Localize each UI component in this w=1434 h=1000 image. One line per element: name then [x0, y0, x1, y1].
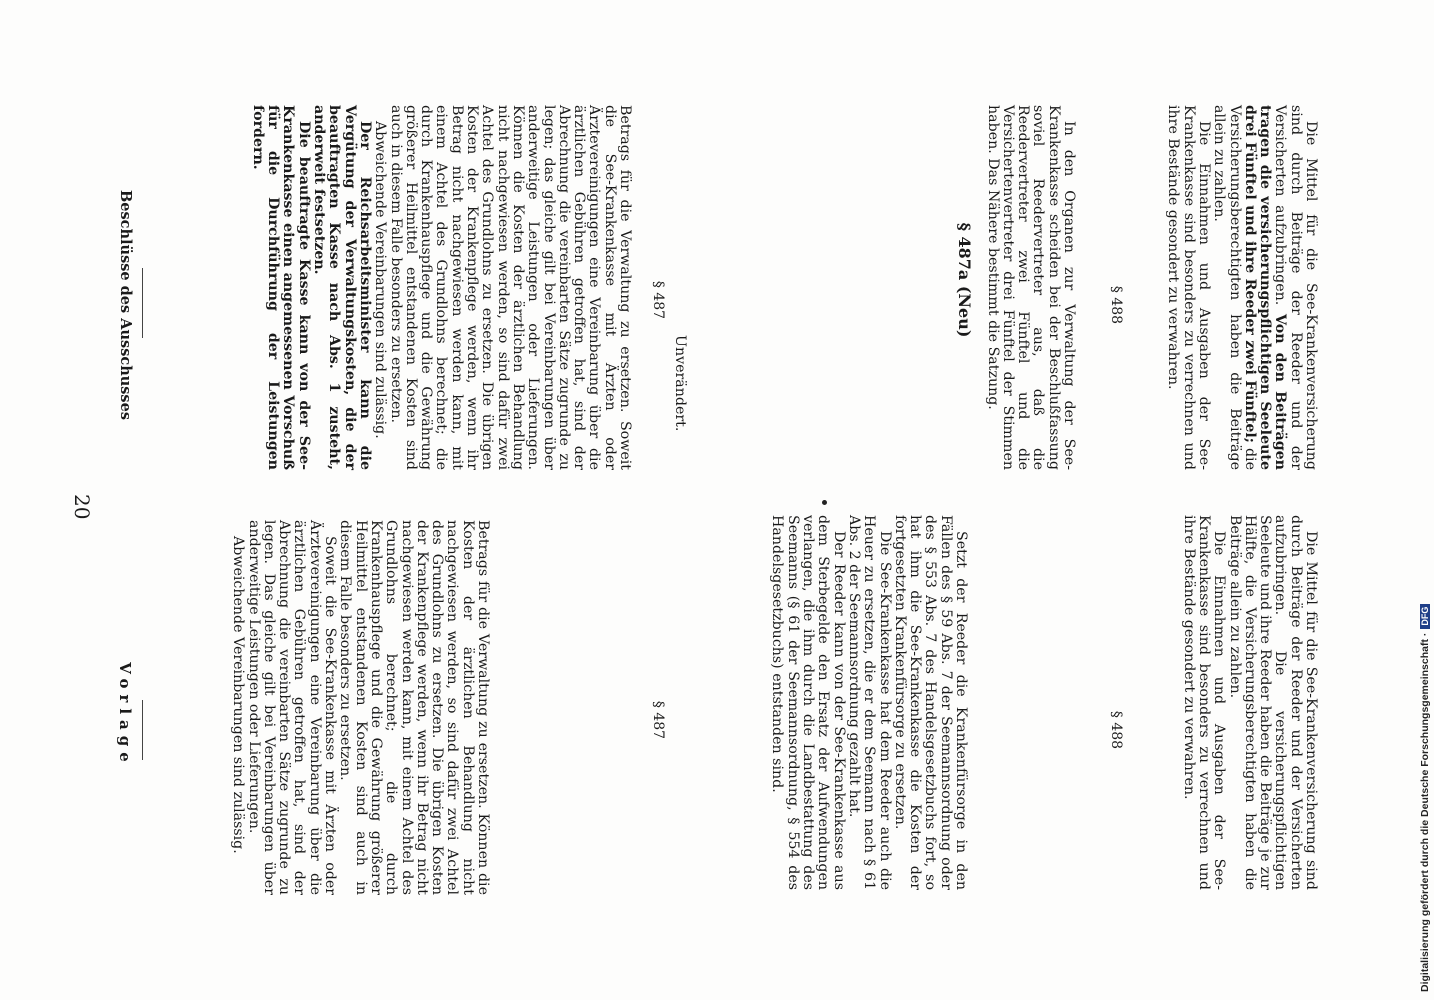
beschluesse-block-1-p2: Abweichende Vereinbarungen sind zulässig. — [372, 121, 389, 439]
beschluesse-s487a-head: § 487a (Neu) — [955, 222, 974, 338]
beschluesse-block-1-box — [152, 105, 632, 470]
beschluesse-s487-text: Unverändert. — [672, 335, 688, 432]
vorlage-block-1-box — [150, 520, 490, 895]
vorlage-block-1-p1: Betrags für die Verwaltung zu ersetzen. Können die Kosten der ärztlichen Behandlung nicht nachgewiesen werden, so sind dafür zwei Achtel des Grundlohns zu ersetzen. Die übrigen Kosten der Krankenpflege werden, wenn ihr Betrag nicht nachgewiesen werden kann, mit einem Achtel des Grundlohns berechnet; die durch Krankenhauspflege und die Gewährung größerer Heilmittel entstandenen Kosten sind auch in diesem Falle besonders zu ersetzen. — [337, 520, 491, 895]
vorlage-heading: Vorlage — [116, 662, 134, 768]
scan-dot — [822, 500, 827, 505]
page-number-text: 20 — [70, 494, 94, 520]
beschluesse-heading-rule — [142, 268, 143, 338]
beschluesse-s487-head-box — [648, 270, 668, 330]
beschluesse-block-1-bold-p2: Die beauftragte Kasse kann von der See-Krankenkasse einen angemessenen Vorschuß für die Durchführung der Leistungen fordern. — [249, 105, 312, 470]
vorlage-s488 — [1180, 515, 1318, 890]
beschluesse-s487-text-box — [670, 335, 690, 445]
beschluesse-s488-p1-a: Die Mittel für die See-Krankenversicherung sind durch Beiträge der Reeder und der Versicherten aufzubringen. — [1272, 105, 1319, 470]
dfg-footer-inner — [1418, 8, 1432, 992]
beschluesse-block-1-bold-p1: Der Reichsarbeitsminister kann die Vergütung der Verwaltungskosten, die der beauftragten Kasse nach Abs. 1 zusteht, anderweit festsetzen. — [311, 105, 373, 470]
vorlage-s488-head-box — [1106, 700, 1126, 760]
vorlage-block-1-p3: Abweichende Vereinbarungen sind zulässig. — [230, 536, 247, 854]
vorlage-block-1 — [230, 520, 490, 895]
beschluesse-s488-box — [1128, 105, 1318, 470]
beschluesse-s487a-head-box — [950, 205, 976, 355]
beschluesse-s488-p1 — [1211, 105, 1318, 470]
beschluesse-s488 — [1165, 105, 1318, 470]
beschluesse-s488-head-box — [1106, 275, 1126, 335]
vorlage-s488-p1: Die Mittel für die See-Krankenversicherung sind durch Beiträge der Reeder und der Versicherten aufzubringen. Die versicherungspflichtigen Seeleute und ihre Reeder haben die Beiträge je zur Hälfte, die Versicherungsberechtigten haben die Beiträge allein zu zahlen. — [1226, 515, 1319, 890]
vorlage-block-1-p2: Soweit die See-Krankenkasse mit Ärzten oder Ärztevereinigungen eine Vereinbarung über die ärztlichen Gebühren getroffen hat, sind der Abrechnung die vereinbarten Sätze zugrunde zu legen. Das gleiche gilt bei Vereinbarungen über anderweitige Leistungen oder Lieferungen. — [245, 520, 339, 895]
beschluesse-s488-p1-b: Von den Beiträgen tragen die versicherungspflichtigen Seeleute drei Fünftel und ihre Reeder zwei Fünftel; — [1241, 105, 1289, 470]
beschluesse-heading: Beschlüsse des Ausschusses — [117, 190, 134, 420]
dfg-footer — [1416, 8, 1434, 992]
vorlage-s488-p2: Die Einnahmen und Ausgaben der See-Krankenkasse sind besonders zu verrechnen und ihre Bestände gesondert zu verwahren. — [1180, 515, 1228, 890]
beschluesse-block-1 — [250, 105, 632, 470]
vorlage-s488-head: § 488 — [1108, 710, 1124, 750]
dfg-footer-text: Digitalisierung gefördert durch die Deutsche Forschungsgemeinschaft · — [1419, 632, 1431, 992]
beschluesse-s487a — [984, 105, 1076, 470]
vorlage-s487 — [769, 515, 968, 890]
beschluesse-s487a-p1: In den Organen zur Verwaltung der See-Krankenkasse scheiden bei der Beschlußfassung soviel Reedervertreter aus, daß die Reedervertreter zwei Fünftel und die Versichertenvertreter drei Fünftel der Stimmen haben. Das Nähere bestimmt die Satzung. — [984, 105, 1077, 470]
beschluesse-s487-head: § 487 — [650, 280, 666, 320]
page-number-visible — [64, 494, 94, 524]
beschluesse-s488-head: § 488 — [1108, 285, 1124, 325]
beschluesse-heading-box — [112, 190, 142, 420]
vorlage-heading-rule — [142, 700, 143, 760]
beschluesse-s488-p2: Die Einnahmen und Ausgaben der See-Krankenkasse sind besonders zu verrechnen und ihre Bestände gesondert zu verwahren. — [1165, 105, 1212, 470]
vorlage-s488-box — [1128, 515, 1318, 890]
beschluesse-s488-p1-c: die Versicherungsberechtigten haben die Beiträge allein zu zahlen. — [1211, 105, 1258, 470]
beschluesse-block-1-p1: Betrags für die Verwaltung zu ersetzen. Soweit die See-Krankenkasse mit Ärzten oder Ärztevereinigungen eine Vereinbarung über die ärztlichen Gebühren getroffen hat, sind der Abrechnung die vereinbarten Sätze zugrunde zu legen; das gleiche gilt bei Vereinbarungen über anderweitige Leistungen oder Lieferungen. Können die Kosten der ärztlichen Behandlung nicht nachgewiesen werden, so sind dafür zwei Achtel des Grundlohns zu ersetzen. Die übrigen Kosten der Krankenpflege werden, wenn ihr Betrag nicht nachgewiesen werden kann, mit einem Achtel des Grundlohns berechnet; die durch Krankenhauspflege und die Gewährung größerer Heilmittel entstandenen Kosten sind auch in diesem Falle besonders zu ersetzen. — [387, 105, 633, 470]
beschluesse-s487a-box — [976, 105, 1076, 470]
vorlage-s487-p1: Setzt der Reeder die Krankenfürsorge in den Fällen des § 59 Abs. 7 der Seemannsordnung oder des § 553 Abs. 7 des Handelsgesetzbuchs fort, so hat ihm die See-Krankenkasse die Kosten der fortgesetzten Krankenfürsorge zu ersetzen. — [891, 515, 969, 890]
vorlage-s487-p3: Der Reeder kann von der See-Krankenkasse aus dem Sterbegelde den Ersatz der Aufwendungen verlangen, die ihm durch die Landbestattung des Seemanns (§ 61 der Seemannsordnung, § 554 des Handelsgesetzbuchs) entstanden sind. — [769, 515, 847, 890]
vorlage-s487-p2: Die See-Krankenkasse hat dem Reeder auch die Heuer zu ersetzen, die er dem Seemann nach § 61 Abs. 2 der Seemannsordnung gezahlt hat. — [845, 515, 893, 890]
dfg-logo: DFG — [1420, 604, 1430, 629]
vorlage-heading-box — [112, 660, 142, 770]
vorlage-s487-box — [668, 515, 968, 890]
vorlage-s487-head-box — [648, 690, 668, 750]
vorlage-s487-head: § 487 — [650, 700, 666, 740]
